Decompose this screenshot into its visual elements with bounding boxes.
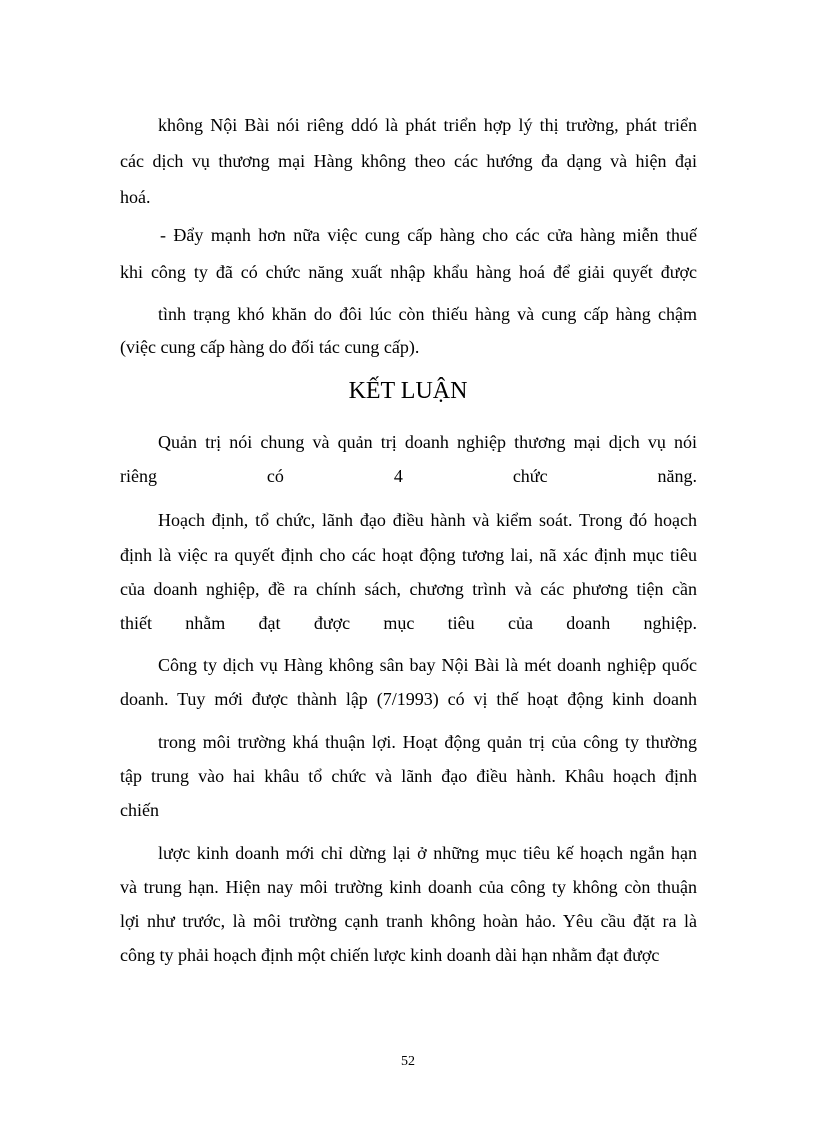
paragraph-line: hoá. bbox=[120, 187, 151, 207]
paragraph-line: (việc cung cấp hàng do đối tác cung cấp). bbox=[120, 337, 420, 357]
section-heading: KẾT LUẬN bbox=[348, 378, 468, 404]
paragraph-line: của doanh nghiệp, đề ra chính sách, chương trình và các phương tiện cần bbox=[120, 579, 697, 599]
paragraph-line: chiến bbox=[120, 800, 159, 820]
paragraph-line: doanh. Tuy mới được thành lập (7/1993) có vị thế hoạt động kinh doanh bbox=[120, 689, 697, 709]
paragraph-line: lợi như trước, là môi trường cạnh tranh không hoàn hảo. Yêu cầu đặt ra là bbox=[120, 911, 697, 931]
paragraph-line: và trung hạn. Hiện nay môi trường kinh doanh của công ty không còn thuận bbox=[120, 877, 697, 897]
paragraph-line: Hoạch định, tổ chức, lãnh đạo điều hành và kiểm soát. Trong đó hoạch bbox=[158, 510, 697, 530]
paragraph-line: lược kinh doanh mới chỉ dừng lại ở những mục tiêu kế hoạch ngắn hạn bbox=[158, 843, 697, 863]
paragraph-line: Quản trị nói chung và quản trị doanh nghiệp thương mại dịch vụ nói bbox=[158, 432, 697, 452]
paragraph-line: định là việc ra quyết định cho các hoạt động tương lai, nã xác định mục tiêu bbox=[120, 545, 697, 565]
paragraph-line: không Nội Bài nói riêng ddó là phát triển hợp lý thị trường, phát triển bbox=[158, 115, 697, 135]
paragraph-line: khi công ty đã có chức năng xuất nhập khẩu hàng hoá để giải quyết được bbox=[120, 262, 697, 282]
paragraph-line: các dịch vụ thương mại Hàng không theo các hướng đa dạng và hiện đại bbox=[120, 151, 697, 171]
paragraph-line: - Đẩy mạnh hơn nữa việc cung cấp hàng cho các cửa hàng miễn thuế bbox=[160, 225, 697, 245]
paragraph-line: trong môi trường khá thuận lợi. Hoạt động quản trị của công ty thường bbox=[158, 732, 697, 752]
page-number: 52 bbox=[401, 1054, 415, 1069]
paragraph-line: tình trạng khó khăn do đôi lúc còn thiếu hàng và cung cấp hàng chậm bbox=[158, 304, 697, 324]
paragraph-line: riêng có 4 chức năng. bbox=[120, 466, 697, 486]
paragraph-line: Công ty dịch vụ Hàng không sân bay Nội Bài là mét doanh nghiệp quốc bbox=[158, 655, 697, 675]
paragraph-line: tập trung vào hai khâu tổ chức và lãnh đạo điều hành. Khâu hoạch định bbox=[120, 766, 697, 786]
paragraph-line: công ty phải hoạch định một chiến lược kinh doanh dài hạn nhằm đạt được bbox=[120, 945, 660, 965]
paragraph-line: thiết nhằm đạt được mục tiêu của doanh nghiệp. bbox=[120, 613, 697, 633]
